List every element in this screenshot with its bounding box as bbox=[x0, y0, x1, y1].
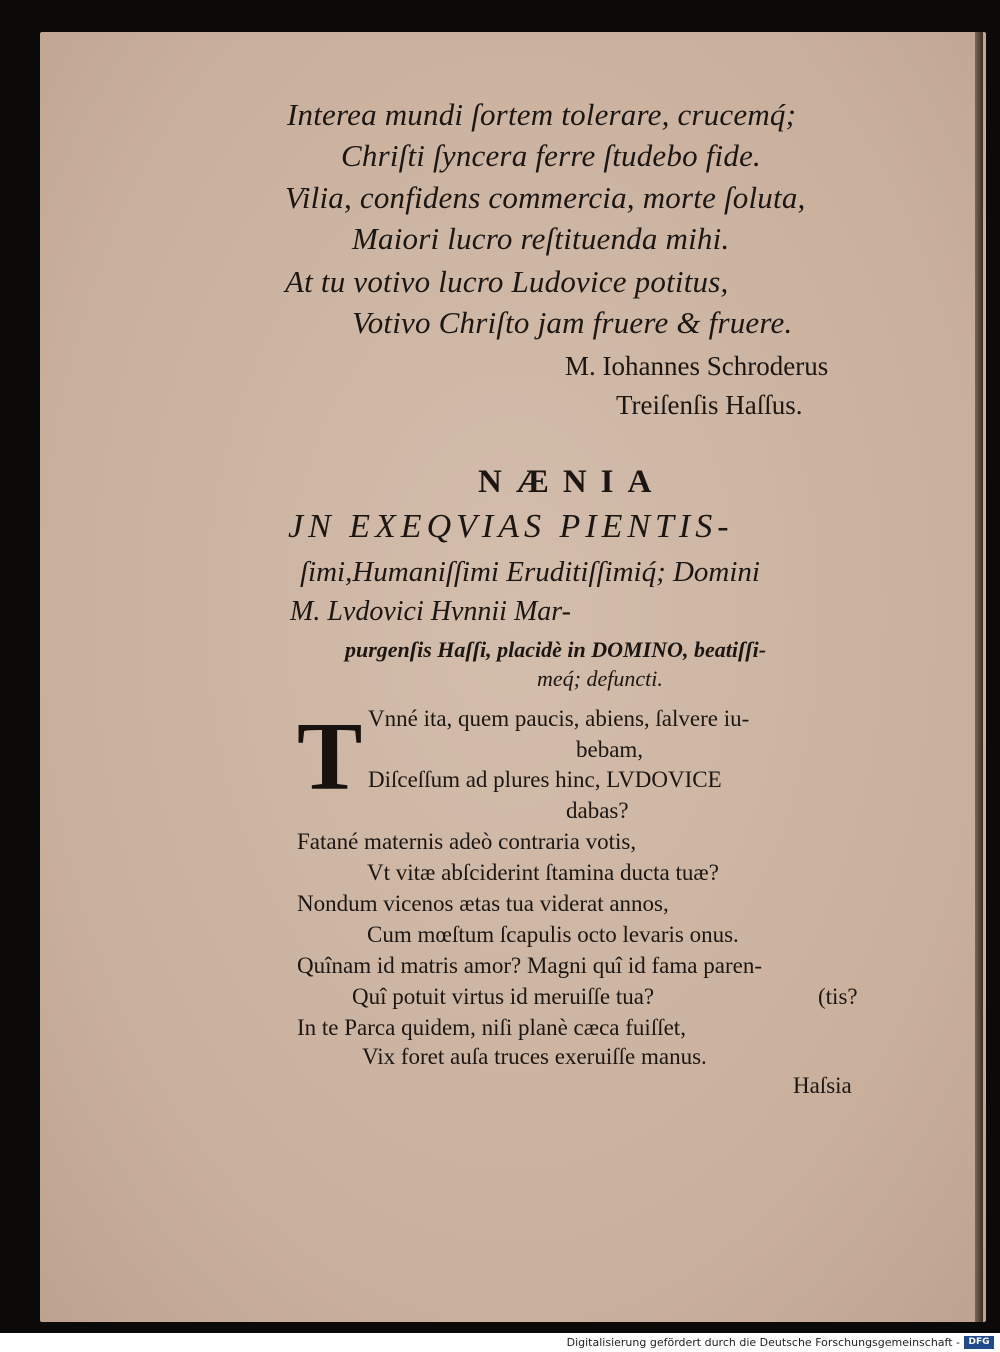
poem1-line: Vilia, confidens commercia, morte ſoluta, bbox=[285, 180, 806, 215]
author-origin: Treiſenſis Haſſus. bbox=[616, 390, 803, 420]
poem2-line: Vix foret auſa truces exeruiſſe manus. bbox=[362, 1044, 707, 1069]
poem1-line: Votivo Chriſto jam fruere & fruere. bbox=[352, 305, 793, 340]
poem2-line: bebam, bbox=[576, 737, 644, 762]
drop-cap: T bbox=[297, 703, 363, 811]
poem2-line-carryover: (tis? bbox=[818, 984, 858, 1009]
poem1-line: At tu votivo lucro Ludovice potitus, bbox=[285, 264, 729, 299]
poem2-line: Quînam id matris amor? Magni quî id fama paren- bbox=[297, 953, 762, 978]
poem2-line: Cum mœſtum ſcapulis octo levaris onus. bbox=[367, 922, 739, 947]
heading-line: purgenſis Haſſi, placidè in DOMINO, beatiſſi- bbox=[345, 637, 767, 662]
poem2-line: Vt vitæ abſciderint ſtamina ducta tuæ? bbox=[367, 860, 719, 885]
heading-line: JN EXEQVIAS PIENTIS- bbox=[288, 508, 734, 545]
dfg-logo: DFG bbox=[964, 1336, 994, 1349]
poem2-line: Diſceſſum ad plures hinc, LVDOVICE bbox=[368, 767, 722, 792]
poem2-line: Vnné ita, quem paucis, abiens, ſalvere iu- bbox=[368, 706, 750, 731]
heading-line: meq́; defuncti. bbox=[537, 666, 663, 691]
poem2-line: Fatané maternis adeò contraria votis, bbox=[297, 829, 637, 854]
poem2-line: In te Parca quidem, niſi planè cæca fuiſſet, bbox=[297, 1015, 686, 1040]
heading-line: M. Lvdovici Hvnnii Mar- bbox=[290, 596, 571, 627]
poem1-line: Interea mundi ſortem tolerare, crucemq́; bbox=[287, 97, 797, 132]
author-name: M. Iohannes Schroderus bbox=[565, 351, 829, 381]
heading-line: ſimi,Humaniſſimi Eruditiſſimiq́; Domini bbox=[300, 556, 760, 588]
footer-bar bbox=[0, 1333, 1000, 1352]
footer-credit: Digitalisierung gefördert durch die Deutsche Forschungsgemeinschaft - bbox=[566, 1336, 960, 1349]
poem2-line: dabas? bbox=[566, 798, 629, 823]
poem1-line: Maiori lucro reſtituenda mihi. bbox=[352, 221, 730, 256]
poem1-line: Chriſti ſyncera ferre ſtudebo fide. bbox=[341, 138, 761, 173]
poem2-line: Nondum vicenos ætas tua viderat annos, bbox=[297, 891, 669, 916]
page-edge bbox=[975, 32, 983, 1322]
poem2-line: Quî potuit virtus id meruiſſe tua? bbox=[352, 984, 655, 1009]
catchword: Haſsia bbox=[793, 1073, 852, 1098]
section-title: NÆNIA bbox=[478, 464, 666, 500]
